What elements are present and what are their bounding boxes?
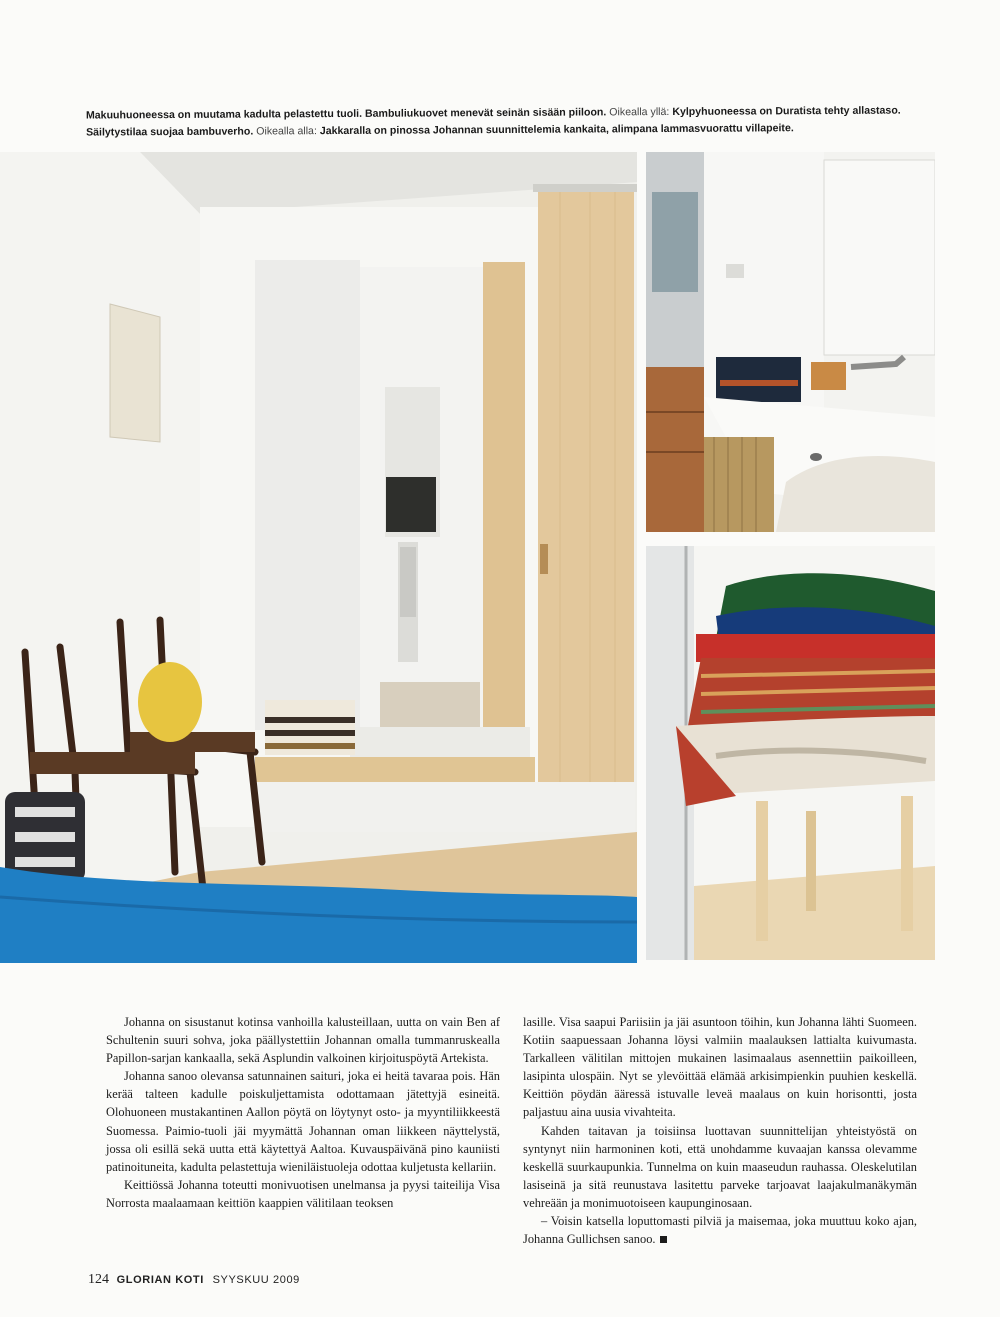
article-paragraph-quote bbox=[523, 1212, 917, 1248]
bathroom-photo bbox=[646, 152, 935, 532]
article-paragraph: Johanna sanoo olevansa satunnainen saituri, joka ei heitä tavaraa pois. Hän kerää talteen kadulle poiskuljettamista odottamaan jätettyjä esineitä. Olohuoneen mustakantinen Aallon pöytä on löytynyt osto- ja myyntiliikkeestä Suomessa. Paimio-tuoli jäi myymättä Johannan oman liikkeen näyttelystä, jossa oli esillä sekä uutta että käytettyä Aaltoa. Kuvauspäivänä pino kauniisti patinoituneita, kadulta pelastettuja wieniläistuoleja odottaa kuljetusta kellariin. bbox=[106, 1069, 500, 1174]
bedroom-photo bbox=[0, 152, 637, 963]
page-footer bbox=[88, 1272, 300, 1288]
end-mark-icon bbox=[660, 1236, 667, 1243]
article-paragraph: Kahden taitavan ja toisiinsa luottavan suunnittelijan yhteistyöstä on syntynyt niin harmoninen koti, että unohdamme kuvaajan kanssa olevamme keskellä suurkaupunkia. Tunnelma on kuin maaseudun rauhassa. Oleskelutilan lasiseinä ja sitä reunustava lasitettu parveke tarjoavat laajakulmanäkymän vehreään ja monimuotoiseen kaupunginosaan. bbox=[523, 1123, 917, 1210]
caption-part-3: Jakkaralla on pinossa Johannan suunnittelemia kankaita, alimpana lammasvuorattu villapeite. bbox=[319, 122, 794, 138]
page-number: 124 bbox=[88, 1272, 109, 1287]
article-paragraph: Keittiössä Johanna toteutti monivuotisen unelmansa ja pyysi taiteilija Visa Norrosta maalaamaan keittiön kaappien välitilaan teoksen bbox=[106, 1177, 500, 1210]
article-column-left bbox=[106, 1013, 500, 1212]
caption-label-bottom-right: Oikealla alla: bbox=[256, 125, 317, 138]
issue-date: SYYSKUU 2009 bbox=[212, 1274, 300, 1286]
photo-caption bbox=[86, 102, 916, 141]
caption-label-top-right: Oikealla yllä: bbox=[609, 105, 670, 119]
magazine-name: GLORIAN KOTI bbox=[116, 1274, 204, 1286]
textile-stack-photo bbox=[646, 546, 935, 960]
quote-text: – Voisin katsella loputtomasti pilviä ja maisemaa, joka muuttuu koko ajan, Johanna Gullichsen sanoo. bbox=[523, 1214, 917, 1247]
caption-part-2: Kylpyhuoneessa on Duratista tehty allastaso. Säilytystilaa suojaa bambuverho. bbox=[86, 104, 901, 139]
article-column-right bbox=[523, 1013, 917, 1248]
article-paragraph: Johanna on sisustanut kotinsa vanhoilla kalusteillaan, uutta on vain Ben af Schultenin suuri sohva, joka päällystettiin Johannan omalla tummanruskealla Papillon-sarjan kankaalla, sekä Asplundin valkoinen kirjoituspöytä Artekista. bbox=[106, 1015, 500, 1066]
caption-part-1: Makuuhuoneessa on muutama kadulta pelastettu tuoli. Bambuliukuovet menevät seinän sisään piiloon. bbox=[85, 106, 607, 122]
article-paragraph-continued: lasille. Visa saapui Pariisiin ja jäi asuntoon töihin, kun Johanna lähti Suomeen. Kotiin saapuessaan Johanna löysi valmiin maalauksen lattialta kuivumasta. Tarkalleen välitilan mittojen mukainen lasimaalaus asennettiin paikoilleen, lasipinta ulospäin. Nyt se ylevöittää elämää arkisimpienkin puuhien keskellä. Keittiön pöydän ääressä istuvalle leveä maalaus on kuin horisontti, josta paljastuu aina uusia vivahteita. bbox=[523, 1015, 917, 1120]
